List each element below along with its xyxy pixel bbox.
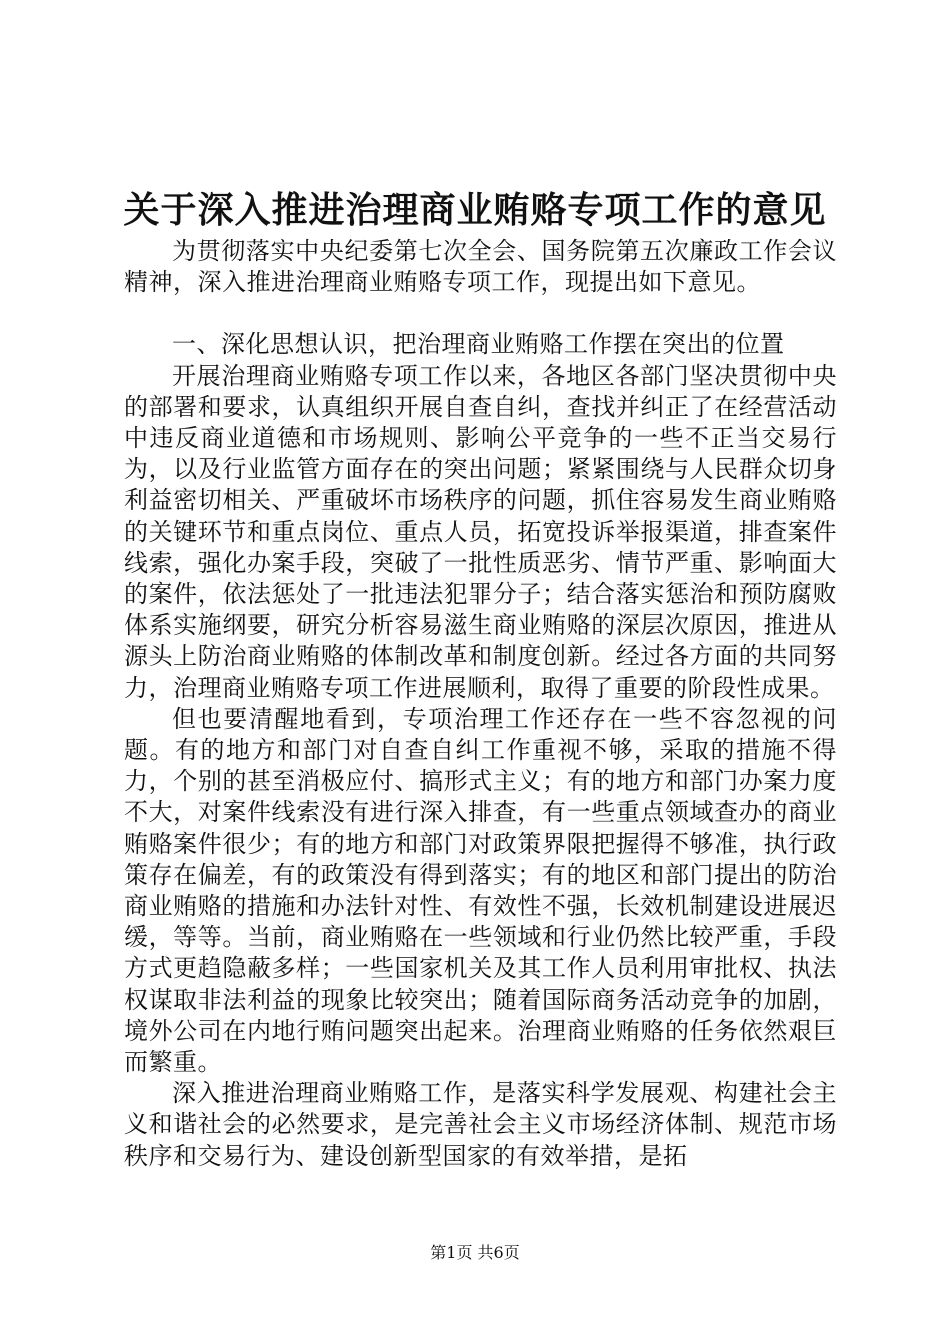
intro-paragraph: 为贯彻落实中央纪委第七次全会、国务院第五次廉政工作会议精神，深入推进治理商业贿赂专项工作，现提出如下意见。	[124, 237, 837, 297]
section-heading: 一、深化思想认识，把治理商业贿赂工作摆在突出的位置	[172, 330, 785, 359]
document-title: 关于深入推进治理商业贿赂专项工作的意见	[123, 189, 827, 231]
body-paragraph: 但也要清醒地看到，专项治理工作还存在一些不容忽视的问题。有的地方和部门对自查自纠工作重视不够，采取的措施不得力，个别的甚至消极应付、搞形式主义；有的地方和部门办案力度不大，对案件线索没有进行深入排查，有一些重点领域查办的商业贿赂案件很少；有的地方和部门对政策界限把握得不够准，执行政策存在偏差，有的政策没有得到落实；有的地区和部门提出的防治商业贿赂的措施和办法针对性、有效性不强，长效机制建设进展迟缓，等等。当前，商业贿赂在一些领域和行业仍然比较严重，手段方式更趋隐蔽多样；一些国家机关及其工作人员利用审批权、执法权谋取非法利益的现象比较突出；随着国际商务活动竞争的加剧，境外公司在内地行贿问题突出起来。治理商业贿赂的任务依然艰巨而繁重。	[124, 704, 837, 1077]
body-paragraph: 深入推进治理商业贿赂工作，是落实科学发展观、构建社会主义和谐社会的必然要求，是完善社会主义市场经济体制、规范市场秩序和交易行为、建设创新型国家的有效举措，是拓	[124, 1079, 837, 1170]
paragraph-spacer	[124, 298, 837, 329]
document-body	[124, 236, 837, 1172]
body-paragraph: 开展治理商业贿赂专项工作以来，各地区各部门坚决贯彻中央的部署和要求，认真组织开展自查自纠，查找并纠正了在经营活动中违反商业道德和市场规则、影响公平竞争的一些不正当交易行为，以及行业监管方面存在的突出问题；紧紧围绕与人民群众切身利益密切相关、严重破坏市场秩序的问题，抓住容易发生商业贿赂的关键环节和重点岗位、重点人员，拓宽投诉举报渠道，排查案件线索，强化办案手段，突破了一批性质恶劣、情节严重、影响面大的案件，依法惩处了一批违法犯罪分子；结合落实惩治和预防腐败体系实施纲要，研究分析容易滋生商业贿赂的深层次原因，推进从源头上防治商业贿赂的体制改革和制度创新。经过各方面的共同努力，治理商业贿赂专项工作进展顺利，取得了重要的阶段性成果。	[124, 361, 837, 702]
page-number-footer: 第1页 共6页	[430, 1243, 520, 1262]
